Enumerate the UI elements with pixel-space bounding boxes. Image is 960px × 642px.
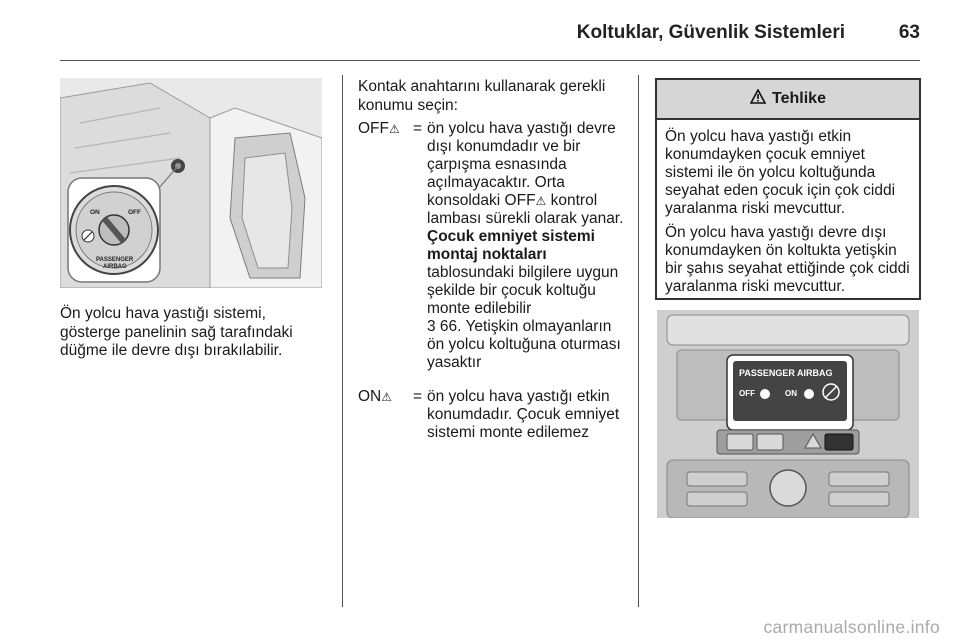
- switch-off-label: OFF: [128, 209, 141, 216]
- intro-text: Kontak anahtarını kullanarak gerekli konumu seçin:: [358, 78, 606, 114]
- switch-brand-label: PASSENGER: [96, 257, 134, 263]
- danger-warning-box: [655, 78, 921, 300]
- watermark: carmanualsonline.info: [763, 617, 940, 637]
- warning-paragraph-2: Ön yolcu hava yastığı devre dışı konumdayken ön koltukta yetişkin bir şahıs seyahat ettiğinde çok ciddi yaralanma riski mevcuttur.: [665, 224, 910, 295]
- console-drawing: [657, 310, 919, 518]
- airbag-switch-illustration: [60, 78, 322, 288]
- warning-title: Tehlike: [772, 90, 826, 107]
- term-off: [358, 120, 630, 380]
- column-divider-left: [342, 75, 343, 607]
- column-divider-right: [638, 75, 639, 607]
- warning-header: [657, 80, 919, 120]
- term-off-bold-link: Çocuk emniyet sistemi montaj noktaları: [427, 228, 595, 263]
- airbag-on-icon: ⚠: [381, 390, 393, 404]
- switch-on-label: ON: [90, 209, 100, 216]
- display-off-label: OFF: [739, 389, 755, 398]
- display-title-label: PASSENGER AIRBAG: [739, 368, 833, 378]
- term-on-eq: =: [413, 388, 423, 405]
- term-off-definition: ön yolcu hava yastığı devre dışı konumdadır ve bir çarpışma esnasında açılmayacaktır. Orta konsoldaki OFF⚠ kontrol lambası sürekli olarak yanar. Çocuk emniyet sistemi montaj noktaları tablosundaki bilgilere uygun şekilde bir çocuk koltuğu monte edilebilir 3 66. Yetişkin olmayanların ön yolcu koltuğuna oturması yasaktır: [427, 120, 624, 371]
- term-on-key: ON⚠: [358, 388, 393, 405]
- display-on-label: ON: [785, 389, 797, 398]
- airbag-off-icon-inline: ⚠: [535, 194, 547, 208]
- term-on: [358, 388, 630, 468]
- term-off-eq: =: [413, 120, 423, 137]
- airbag-indicator-illustration: [657, 310, 919, 518]
- term-on-definition: ön yolcu hava yastığı etkin konumdadır. Çocuk emniyet sistemi monte edilemez: [427, 388, 620, 441]
- warning-paragraph-1: Ön yolcu hava yastığı etkin konumdayken çocuk emniyet sistemi ile ön yolcu koltuğunda seyahat eden çocuk için çok ciddi yaralanma riski mevcuttur.: [665, 128, 896, 217]
- airbag-off-icon: ⚠: [389, 122, 400, 136]
- page-title: Koltuklar, Güvenlik Sistemleri: [576, 22, 845, 43]
- switch-brand-label-2: AIRBAG: [103, 264, 127, 270]
- airbag-switch-drawing: [60, 78, 322, 288]
- term-off-key: OFF⚠: [358, 120, 400, 137]
- page-number: 63: [898, 22, 920, 43]
- warning-body: [657, 120, 919, 296]
- figure-caption: Ön yolcu hava yastığı sistemi, gösterge panelinin sağ tarafındaki düğme ile devre dışı bırakılabilir.: [60, 305, 293, 359]
- term-off-reference: 3 66. Yetişkin olmayanların ön yolcu koltuğuna oturması yasaktır: [427, 318, 621, 371]
- warning-triangle-icon: [750, 89, 766, 109]
- header-divider: [60, 60, 920, 61]
